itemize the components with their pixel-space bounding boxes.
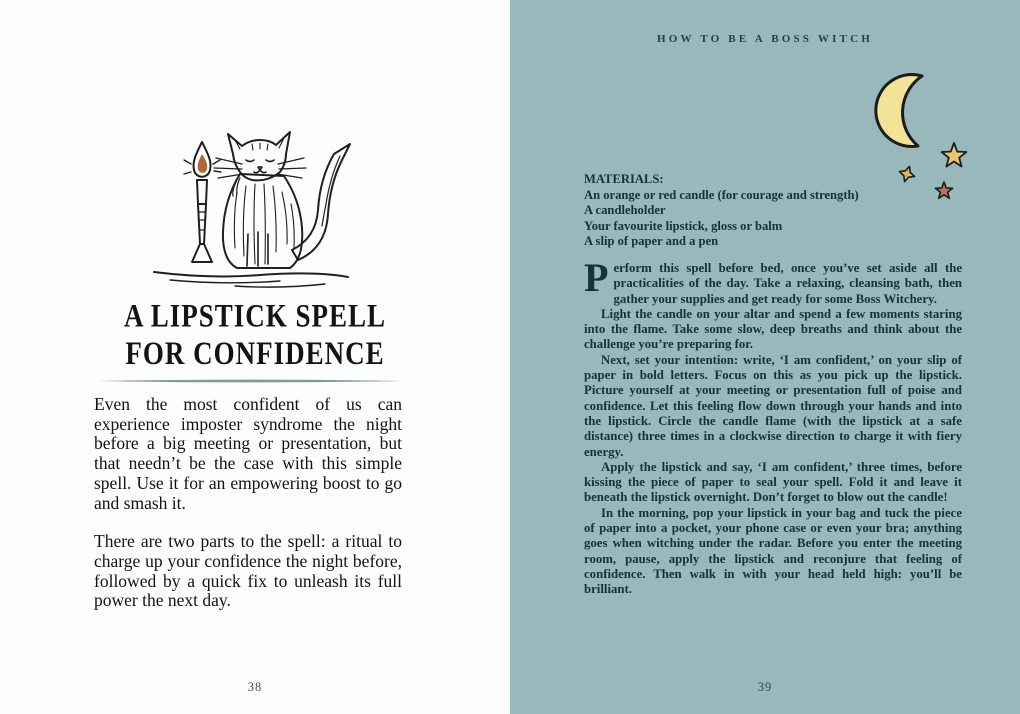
spell-paragraph: Next, set your intention: write, ‘I am confident,’ on your slip of paper in bold letters. Focus on this as you pick up the lipstick. Picture yourself at your meeting or presentation full of poise and confidence. Let this feeling flow down through your hands and into the lipstick. Circle the candle flame (with the lipstick at a safe distance) three times in a clockwise direction to charge it with fiery energy. <box>584 352 962 459</box>
intro-paragraph: There are two parts to the spell: a ritual to charge up your confidence the night before, followed by a quick fix to unleash its full power the next day. <box>94 531 402 611</box>
page-number-left: 38 <box>247 680 263 694</box>
cat-and-candle-illustration <box>140 108 365 293</box>
materials-heading: MATERIALS: <box>584 172 664 186</box>
intro-paragraph: Even the most confident of us can experience imposter syndrome the night before a big meeting or presentation, but that needn’t be the case with this simple spell. Use it for an empowering boost to go and smash it. <box>94 394 402 513</box>
chapter-title-line1: A LIPSTICK SPELL <box>123 297 387 334</box>
materials-item: An orange or red candle (for courage and strength) <box>584 187 859 202</box>
materials-item: A candleholder <box>584 203 666 218</box>
intro-text <box>94 395 402 630</box>
title-divider-rule <box>96 372 406 380</box>
spell-paragraph: In the morning, pop your lipstick in your bag and tuck the piece of paper into a pocket, your phone case or even your bra; anything goes when witching under the radar. Before you enter the meeting room, pause, apply the lipstick and reconjure that feeling of confidence. Then walk in with your head held high: you’ll be brilliant. <box>584 505 962 597</box>
materials-item: A slip of paper and a pen <box>584 234 719 249</box>
materials-item: Your favourite lipstick, gloss or balm <box>584 218 783 233</box>
page-number-right: 39 <box>757 680 773 694</box>
chapter-title <box>0 297 510 373</box>
spell-paragraph: Light the candle on your altar and spend a few moments staring into the flame. Take some slow, deep breaths and think about the challenge you’re preparing for. <box>584 306 962 352</box>
chapter-title-line2: FOR CONFIDENCE <box>125 335 385 372</box>
running-head: HOW TO BE A BOSS WITCH <box>656 33 873 45</box>
spell-paragraph: Apply the lipstick and say, ‘I am confident,’ three times, before kissing the piece of paper to seal your spell. Fold it and leave it beneath the lipstick overnight. Don’t forget to blow out the candle! <box>584 459 962 505</box>
drop-cap: P <box>584 255 609 300</box>
star-large <box>942 143 967 167</box>
materials-list <box>584 172 964 250</box>
book-page-right <box>510 0 1020 714</box>
spell-paragraph: Perform this spell before bed, once you’ve set aside all the practicalities of the day. Take a relaxing, cleansing bath, then gather your supplies and get ready for some Boss Witchery. <box>584 255 962 306</box>
spell-instructions <box>584 255 962 598</box>
